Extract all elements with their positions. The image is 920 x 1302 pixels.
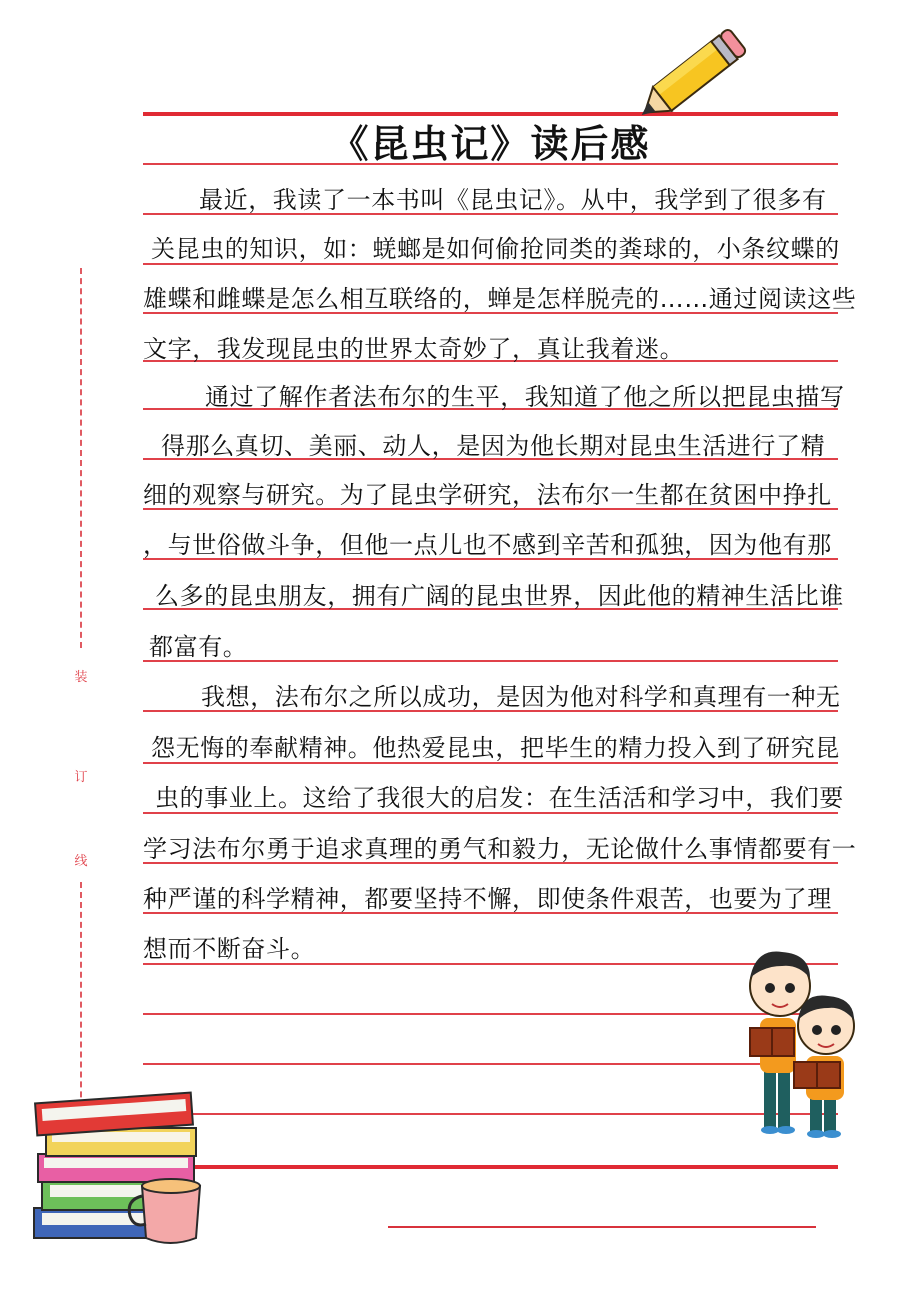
essay-line: 文字，我发现昆虫的世界太奇妙了，真让我着迷。 [143,335,685,363]
binding-char-xian: 线 [74,854,88,869]
essay-line: 通过了解作者法布尔的生平，我知道了他之所以把昆虫描写 [205,383,845,411]
binding-char-zhuang: 装 [74,670,88,685]
essay-line: 得那么真切、美丽、动人，是因为他长期对昆虫生活进行了精 [161,432,826,460]
essay-line: 我想，法布尔之所以成功，是因为他对科学和真理有一种无 [201,683,841,711]
essay-line: 最近，我读了一本书叫《昆虫记》。从中，我学到了很多有 [199,186,827,214]
ruled-line [143,1013,838,1015]
ruled-line [143,1063,838,1065]
pencil-icon [628,22,750,134]
children-reading-illustration [742,948,867,1138]
child-front [794,996,854,1139]
binding-dash-line-top [80,268,82,648]
essay-line: 学习法布尔勇于追求真理的勇气和毅力，无论做什么事情都要有一 [143,835,857,863]
essay-line: 么多的昆虫朋友，拥有广阔的昆虫世界，因此他的精神生活比谁 [155,582,844,610]
essay-line: 想而不断奋斗。 [143,935,316,963]
essay-line: 都富有。 [149,633,248,661]
essay-line: ，与世俗做斗争，但他一点儿也不感到辛苦和孤独，因为他有那 [143,531,832,559]
books-and-cup-illustration [30,1082,220,1252]
essay-line: 关昆虫的知识，如：蜣螂是如何偷抢同类的粪球的，小条纹蝶的 [151,235,840,263]
footer-thin-rule [388,1226,816,1228]
binding-char-ding: 订 [74,770,88,785]
child-back [750,952,810,1134]
footer-rule [143,1165,838,1169]
essay-line: 怨无悔的奉献精神。他热爱昆虫，把毕生的精力投入到了研究昆 [151,734,840,762]
essay-line: 种严谨的科学精神，都要坚持不懈，即使条件艰苦，也要为了理 [143,885,832,913]
essay-title: 《昆虫记》读后感 [330,122,651,166]
ruled-line [143,1113,838,1115]
essay-line: 细的观察与研究。为了昆虫学研究，法布尔一生都在贫困中挣扎 [143,481,832,509]
essay-line: 虫的事业上。这给了我很大的启发：在生活活和学习中，我们要 [155,784,844,812]
essay-line: 雄蝶和雌蝶是怎么相互联络的，蝉是怎样脱壳的……通过阅读这些 [143,285,857,313]
